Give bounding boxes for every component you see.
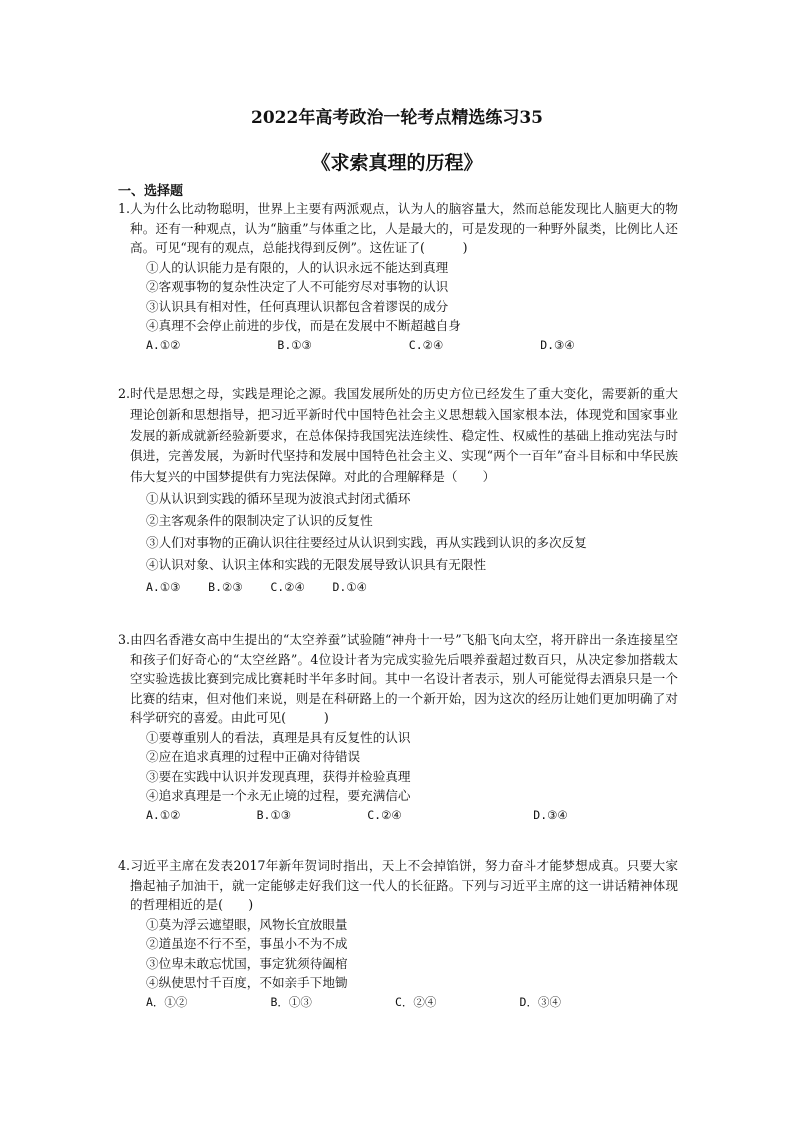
option-item: ②主客观条件的限制决定了认识的反复性 xyxy=(146,512,373,528)
answer-choices: A.①③ B.②③ C.②④ D.①④ xyxy=(146,579,367,594)
question-stem: 4.习近平主席在发表2017年新年贺词时指出，天上不会掉馅饼，努力奋斗才能梦想成真。只要大家撸起袖子加油干，就一定能够走好我们这一代人的长征路。下列与习近平主席的这一讲话精神体现的哲理相近的是( ) xyxy=(118,858,678,912)
question-stem: 3.由四名香港女高中生提出的“太空养蚕”试验随“神舟十一号”飞船飞向太空，将开辟出一条连接星空和孩子们好奇心的“太空丝路”。4位设计者为完成实验先后喂养蚕超过数百只，从决定参加搭载太空实验选拔比赛到完成比赛耗时半年多时间。其中一名设计者表示，别人可能觉得去酒泉只是一个比赛的结束，但对他们来说，则是在科研路上的一个新开始，因为这次的经历让她们更加明确了对科学研究的喜爱。由此可见( ) xyxy=(118,632,678,725)
answer-choices: A.①② B.①③ C.②④ D.③④ xyxy=(146,807,568,822)
question-stem: 2.时代是思想之母，实践是理论之源。我国发展所处的历史方位已经发生了重大变化，需要新的重大理论创新和思想指导，把习近平新时代中国特色社会主义思想载入国家根本法，体现党和国家事业发展的新成就新经验新要求，在总体保持我国宪法连续性、稳定性、权威性的基础上推动宪法与时俱进，完善发展，为新时代坚持和发展中国特色社会主义、实现“两个一百年”奋斗目标和中华民族伟大复兴的中国梦提供有力宪法保障。对此的合理解释是（ ） xyxy=(118,386,678,485)
section-heading: 一、选择题 xyxy=(118,184,184,199)
option-item: ①莫为浮云遮望眼，风物长宜放眼量 xyxy=(146,916,348,932)
option-item: ③要在实践中认识并发现真理，获得并检验真理 xyxy=(146,768,411,784)
option-item: ③位卑未敢忘忧国，事定犹须待阖棺 xyxy=(146,955,348,971)
option-item: ②道虽迩不行不至，事虽小不为不成 xyxy=(146,936,348,951)
question-3 xyxy=(118,630,678,825)
option-item: ②客观事物的复杂性决定了人不可能穷尽对事物的认识 xyxy=(146,279,449,294)
question-2 xyxy=(118,384,678,598)
option-item: ②应在追求真理的过程中正确对待错误 xyxy=(146,749,361,764)
option-item: ③认识具有相对性，任何真理认识都包含着谬误的成分 xyxy=(146,298,449,314)
question-1 xyxy=(118,199,678,355)
option-item: ④真理不会停止前进的步伐，而是在发展中不断超越自身 xyxy=(146,318,461,333)
option-item: ①人的认识能力是有限的，人的认识永远不能达到真理 xyxy=(146,259,449,275)
option-item: ④认识对象、认识主体和实践的无限发展导致认识具有无限性 xyxy=(146,556,487,572)
option-item: ①从认识到实践的循环呈现为波浪式封闭式循环 xyxy=(146,490,411,506)
document-subtitle: 《求索真理的历程》 xyxy=(311,152,483,174)
option-item: ④追求真理是一个永无止境的过程，要充满信心 xyxy=(146,788,411,803)
question-stem: 1.人为什么比动物聪明，世界上主要有两派观点，认为人的脑容量大，然而总能发现比人脑更大的物种。还有一种观点，认为“脑重”与体重之比，人是最大的，可是发现的一种野外鼠类，比例比人还高。可见“现有的观点，总能找得到反例”。这佐证了( ) xyxy=(118,201,678,255)
option-item: ①要尊重别人的看法，真理是具有反复性的认识 xyxy=(146,729,411,745)
answer-choices: A.①② B.①③ C.②④ D.③④ xyxy=(146,337,575,352)
answer-choices: A．①② B．①③ C．②④ D．③④ xyxy=(146,994,561,1009)
option-item: ③人们对事物的正确认识往往要经过从认识到实践，再从实践到认识的多次反复 xyxy=(146,534,587,550)
question-4 xyxy=(118,856,678,1012)
document-title: 2022年高考政治一轮考点精选练习35 xyxy=(251,108,543,128)
option-item: ④纵使思忖千百度，不如亲手下地锄 xyxy=(146,975,348,990)
